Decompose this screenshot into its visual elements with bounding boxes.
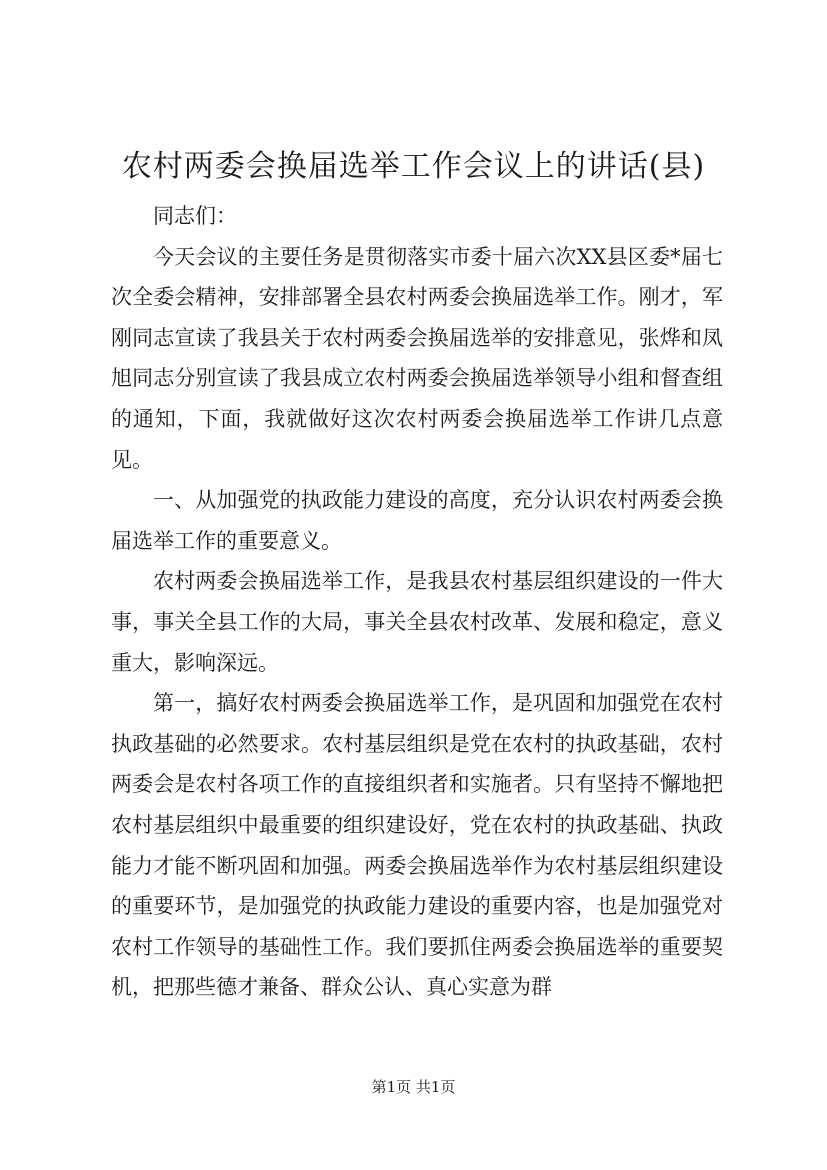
paragraph-significance: 农村两委会换届选举工作，是我县农村基层组织建设的一件大事，事关全县工作的大局，事关全县农村改革、发展和稳定，意义重大，影响深远。	[111, 569, 723, 675]
document-title: 农村两委会换届选举工作会议上的讲话(县)	[121, 149, 706, 184]
section-heading-one: 一、从加强党的执政能力建设的高度，充分认识农村两委会换届选举工作的重要意义。	[111, 488, 723, 553]
page-number-footer: 第1页 共1页	[371, 1078, 456, 1096]
paragraph-intro: 今天会议的主要任务是贯彻落实市委十届六次XX县区委*届七次全委会精神，安排部署全县农村两委会换届选举工作。刚才，军刚同志宣读了我县关于农村两委会换届选举的安排意见，张烨和凤旭同志分别宣读了我县成立农村两委会换届选举领导小组和督查组的通知，下面，我就做好这次农村两委会换届选举工作讲几点意见。	[111, 244, 723, 472]
salutation: 同志们：	[153, 204, 237, 228]
paragraph-first-point: 第一，搞好农村两委会换届选举工作，是巩固和加强党在农村执政基础的必然要求。农村基层组织是党在农村的执政基础，农村两委会是农村各项工作的直接组织者和实施者。只有坚持不懈地把农村基层组织中最重要的组织建设好，党在农村的执政基础、执政能力才能不断巩固和加强。两委会换届选举作为农村基层组织建设的重要环节，是加强党的执政能力建设的重要内容，也是加强党对农村工作领导的基础性工作。我们要抓住两委会换届选举的重要契机，把那些德才兼备、群众公认、真心实意为群	[111, 691, 723, 1000]
document-body	[111, 196, 723, 1008]
